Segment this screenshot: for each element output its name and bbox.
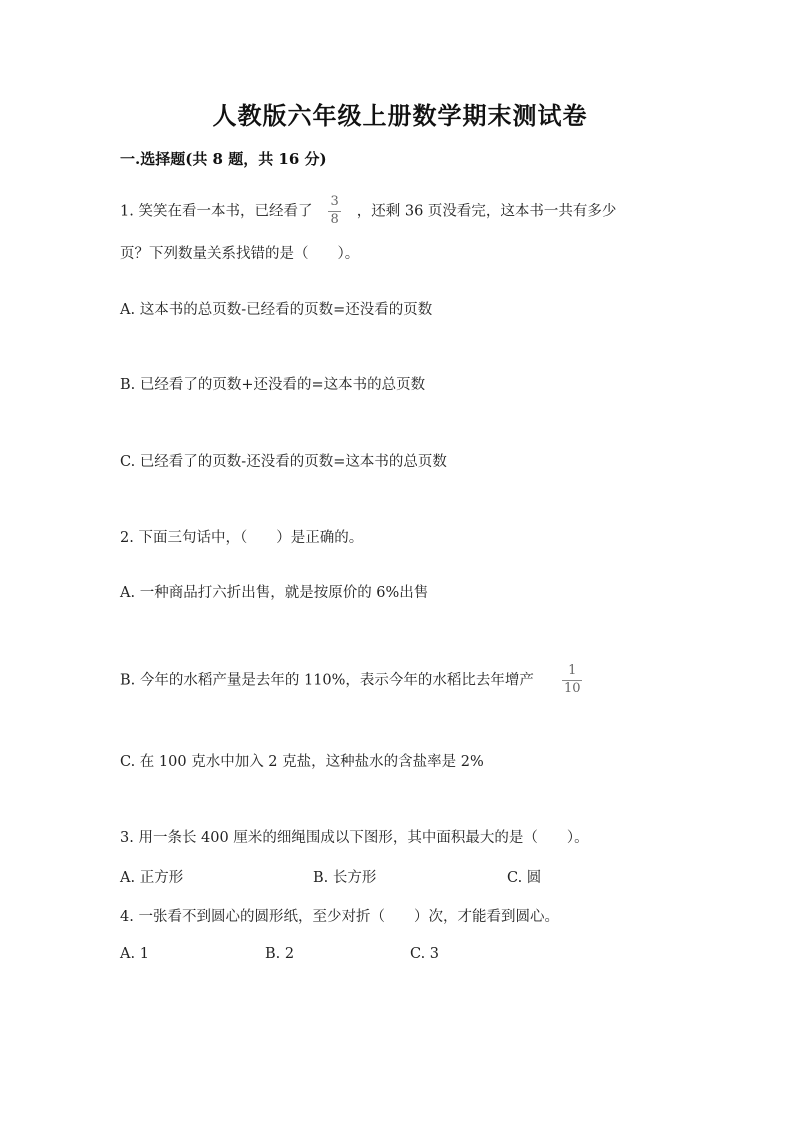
question-1-stem-before: 1. 笑笑在看一本书，已经看了 <box>120 203 313 220</box>
question-4-option-a: A. 1 <box>120 946 149 962</box>
fraction-denominator: 8 <box>330 211 339 227</box>
fraction-numerator: 3 <box>330 194 339 209</box>
question-4-stem: 4. 一张看不到圆心的圆形纸，至少对折（ ）次，才能看到圆心。 <box>120 909 559 925</box>
fraction-numerator: 1 <box>568 663 577 678</box>
question-3-option-b: B. 长方形 <box>313 870 377 886</box>
question-2-option-a: A. 一种商品打六折出售，就是按原价的 6%出售 <box>120 585 429 601</box>
page-title: 人教版六年级上册数学期末测试卷 <box>212 101 588 130</box>
question-2-option-b <box>120 664 598 697</box>
question-3-option-a: A. 正方形 <box>120 870 184 886</box>
fraction-denominator: 10 <box>563 680 581 696</box>
question-2-option-c: C. 在 100 克水中加入 2 克盐，这种盐水的含盐率是 2% <box>120 754 484 770</box>
question-4-option-b: B. 2 <box>265 946 295 962</box>
question-2-stem: 2. 下面三句话中，（ ）是正确的。 <box>120 530 364 546</box>
section-heading: 一.选择题(共 8 题，共 16 分) <box>120 150 327 168</box>
question-1-option-a: A. 这本书的总页数-已经看的页数=还没看的页数 <box>120 302 433 318</box>
question-1-option-c: C. 已经看了的页数-还没看的页数=这本书的总页数 <box>120 454 447 470</box>
question-2-option-b-text: B. 今年的水稻产量是去年的 110%，表示今年的水稻比去年增产 <box>120 672 534 689</box>
question-1-option-b: B. 已经看了的页数+还没看的=这本书的总页数 <box>120 377 426 393</box>
question-1-stem-after: ，还剩 36 页没看完，这本书一共有多少 <box>356 203 617 220</box>
question-3-stem: 3. 用一条长 400 厘米的细绳围成以下图形，其中面积最大的是（ ）。 <box>120 830 589 846</box>
fraction-one-tenth <box>562 664 583 697</box>
question-3-option-c: C. 圆 <box>507 870 542 886</box>
question-1-line-1 <box>120 195 616 228</box>
question-1-line-2: 页？下列数量关系找错的是（ ）。 <box>120 246 360 262</box>
fraction-three-eighths <box>328 195 340 228</box>
question-4-option-c: C. 3 <box>410 946 440 962</box>
